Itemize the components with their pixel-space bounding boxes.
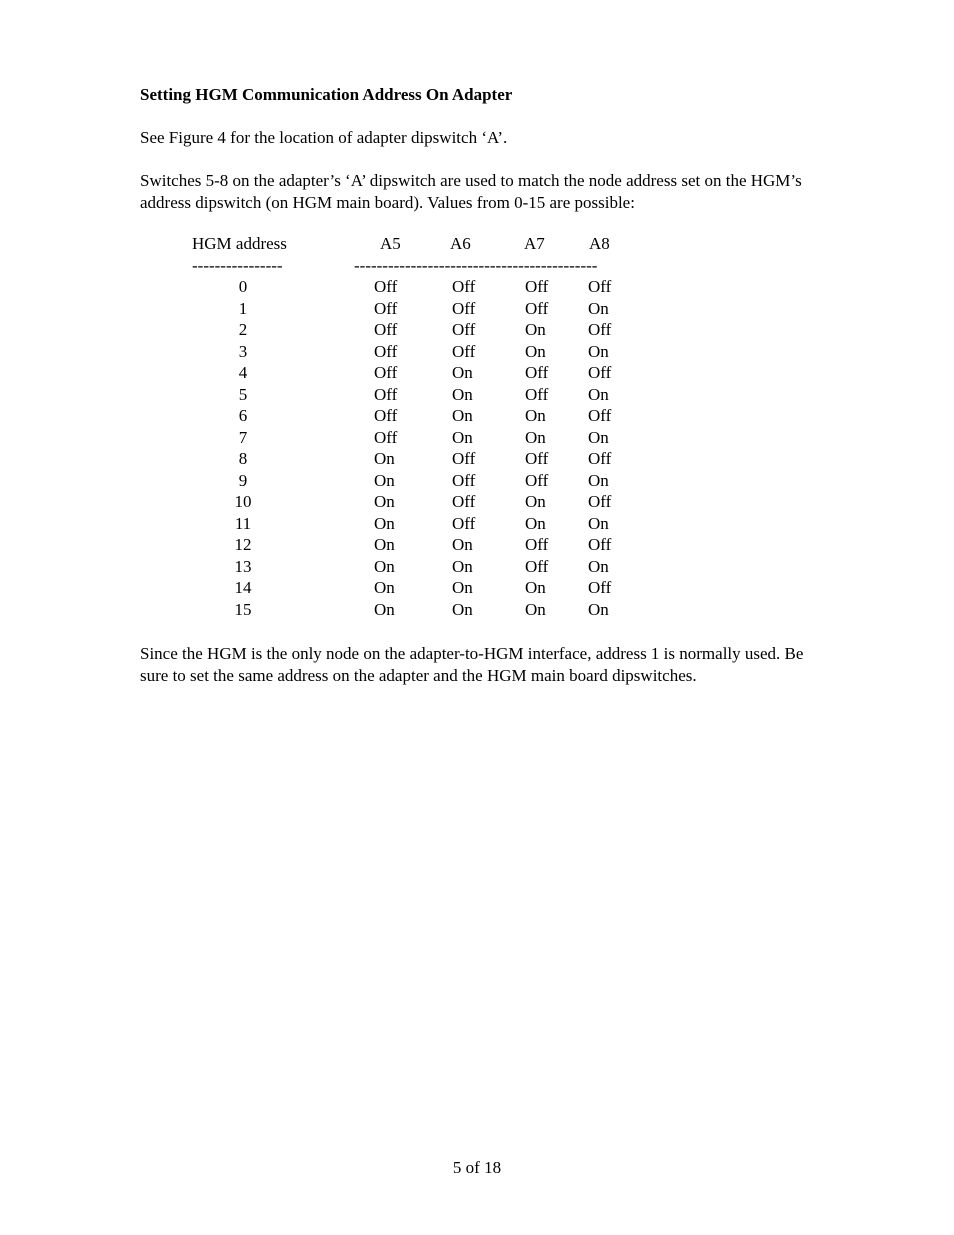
a8-cell: Off bbox=[588, 277, 612, 296]
a6-cell: On bbox=[452, 556, 473, 576]
header-a6: A6 bbox=[450, 234, 471, 253]
table-row bbox=[0, 556, 954, 578]
a5-cell: On bbox=[374, 470, 395, 490]
a6-cell: Off bbox=[452, 492, 476, 511]
a7-cell: Off bbox=[525, 298, 549, 318]
a7-cell: Off bbox=[525, 277, 549, 296]
a6-cell: On bbox=[452, 599, 473, 619]
a6-cell: Off bbox=[452, 513, 476, 533]
address-cell: 7 bbox=[238, 427, 248, 447]
a8-cell: On bbox=[588, 341, 609, 361]
a7-cell: On bbox=[525, 513, 546, 533]
a6-cell: Off bbox=[452, 470, 476, 490]
a6-cell: Off bbox=[452, 320, 476, 339]
header-hgm-address: HGM address bbox=[192, 234, 287, 253]
a7-cell: Off bbox=[525, 363, 549, 382]
address-cell: 12 bbox=[234, 535, 252, 554]
table-header-row bbox=[0, 233, 954, 255]
a5-cell: Off bbox=[374, 363, 398, 382]
a8-cell: On bbox=[588, 470, 609, 490]
address-cell: 9 bbox=[238, 470, 248, 490]
a5-cell: Off bbox=[374, 427, 398, 447]
a7-cell: Off bbox=[525, 535, 549, 554]
address-cell: 10 bbox=[234, 492, 252, 511]
a8-cell: Off bbox=[588, 449, 612, 468]
a5-cell: On bbox=[374, 599, 395, 619]
table-row bbox=[0, 427, 954, 449]
address-cell: 8 bbox=[238, 449, 248, 468]
a7-cell: On bbox=[525, 341, 546, 361]
a6-cell: On bbox=[452, 535, 473, 554]
a6-cell: Off bbox=[452, 341, 476, 361]
a5-cell: Off bbox=[374, 320, 398, 339]
a5-cell: On bbox=[374, 492, 395, 511]
a5-cell: On bbox=[374, 513, 395, 533]
a6-cell: On bbox=[452, 427, 473, 447]
address-cell: 14 bbox=[234, 578, 252, 597]
a8-cell: Off bbox=[588, 363, 612, 382]
address-cell: 2 bbox=[238, 320, 248, 339]
header-a5: A5 bbox=[380, 234, 401, 253]
a7-cell: On bbox=[525, 320, 546, 339]
a7-cell: Off bbox=[525, 384, 549, 404]
a6-cell: On bbox=[452, 578, 473, 597]
table-row bbox=[0, 599, 954, 621]
table-row bbox=[0, 470, 954, 492]
table-row bbox=[0, 362, 954, 384]
a5-cell: On bbox=[374, 556, 395, 576]
a7-cell: Off bbox=[525, 470, 549, 490]
a7-cell: Off bbox=[525, 449, 549, 468]
page-number: 5 of 18 bbox=[452, 1158, 502, 1177]
a6-cell: Off bbox=[452, 449, 476, 468]
a8-cell: On bbox=[588, 298, 609, 318]
a7-cell: On bbox=[525, 406, 546, 425]
a5-cell: On bbox=[374, 578, 395, 597]
address-table bbox=[0, 233, 954, 620]
table-row bbox=[0, 534, 954, 556]
a6-cell: Off bbox=[452, 298, 476, 318]
header-a8: A8 bbox=[589, 234, 610, 253]
table-row bbox=[0, 319, 954, 341]
a8-cell: Off bbox=[588, 535, 612, 554]
a5-cell: Off bbox=[374, 277, 398, 296]
a8-cell: On bbox=[588, 384, 609, 404]
a7-cell: On bbox=[525, 599, 546, 619]
a8-cell: On bbox=[588, 556, 609, 576]
a8-cell: On bbox=[588, 427, 609, 447]
address-cell: 11 bbox=[234, 513, 252, 533]
a8-cell: Off bbox=[588, 406, 612, 425]
address-cell: 3 bbox=[238, 341, 248, 361]
switch-description-paragraph: Switches 5-8 on the adapter’s ‘A’ dipswitch are used to match the node address set on the HGM’s address dipswitch (on HGM main board). Values from 0-15 are possible: bbox=[140, 171, 802, 212]
address-cell: 5 bbox=[238, 384, 248, 404]
address-cell: 13 bbox=[234, 556, 252, 576]
address-cell: 1 bbox=[238, 298, 248, 318]
header-a7: A7 bbox=[524, 234, 545, 253]
table-row bbox=[0, 405, 954, 427]
a5-cell: On bbox=[374, 535, 395, 554]
a8-cell: Off bbox=[588, 492, 612, 511]
a5-cell: Off bbox=[374, 384, 398, 404]
address-cell: 6 bbox=[238, 406, 248, 425]
table-row bbox=[0, 341, 954, 363]
table-divider-row bbox=[0, 255, 954, 277]
a6-cell: On bbox=[452, 363, 473, 382]
divider-right: ------------------------------------------- bbox=[354, 255, 598, 275]
a8-cell: On bbox=[588, 513, 609, 533]
intro-paragraph: See Figure 4 for the location of adapter dipswitch ‘A’. bbox=[140, 128, 508, 147]
closing-paragraph: Since the HGM is the only node on the adapter-to-HGM interface, address 1 is normally used. Be sure to set the same address on the adapter and the HGM main board dipswitches. bbox=[140, 644, 804, 685]
table-row bbox=[0, 491, 954, 513]
a5-cell: Off bbox=[374, 341, 398, 361]
a8-cell: On bbox=[588, 599, 609, 619]
a7-cell: Off bbox=[525, 556, 549, 576]
address-cell: 15 bbox=[234, 599, 252, 619]
address-cell: 0 bbox=[238, 277, 248, 296]
table-body bbox=[0, 276, 954, 620]
table-row bbox=[0, 298, 954, 320]
a5-cell: Off bbox=[374, 406, 398, 425]
a8-cell: Off bbox=[588, 320, 612, 339]
a6-cell: On bbox=[452, 384, 473, 404]
divider-left: ---------------- bbox=[192, 255, 283, 275]
table-row bbox=[0, 276, 954, 298]
a7-cell: On bbox=[525, 492, 546, 511]
table-row bbox=[0, 513, 954, 535]
a8-cell: Off bbox=[588, 578, 612, 597]
table-row bbox=[0, 577, 954, 599]
a7-cell: On bbox=[525, 578, 546, 597]
a6-cell: On bbox=[452, 406, 473, 425]
a7-cell: On bbox=[525, 427, 546, 447]
a5-cell: On bbox=[374, 449, 395, 468]
a5-cell: Off bbox=[374, 298, 398, 318]
section-heading: Setting HGM Communication Address On Adapter bbox=[140, 85, 513, 104]
address-cell: 4 bbox=[238, 363, 248, 382]
table-row bbox=[0, 384, 954, 406]
table-row bbox=[0, 448, 954, 470]
a6-cell: Off bbox=[452, 277, 476, 296]
